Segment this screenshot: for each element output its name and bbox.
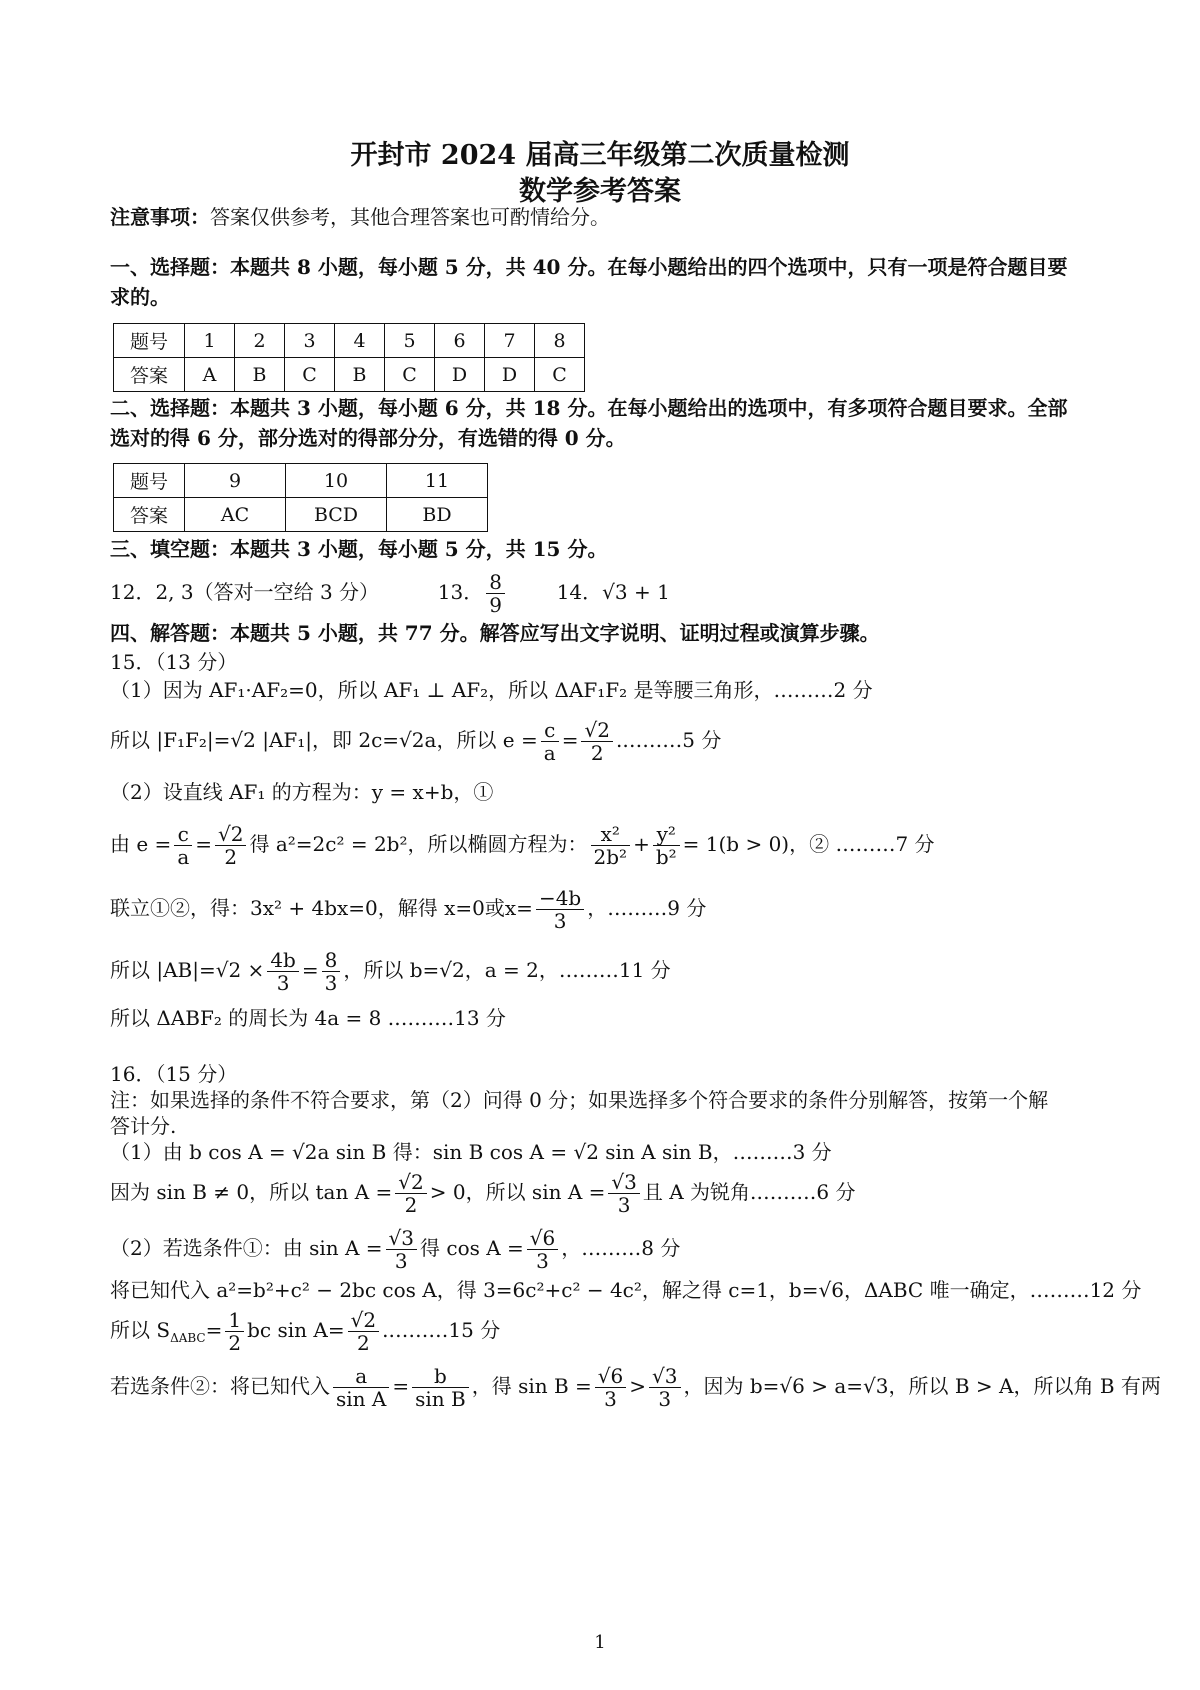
table-cell: 7 xyxy=(485,324,535,358)
page-title: 开封市 2024 届高三年级第二次质量检测 xyxy=(350,140,850,171)
table-cell: 6 xyxy=(435,324,485,358)
table-cell: C xyxy=(385,358,435,392)
table-row xyxy=(114,498,488,532)
q15-line7: 所以 ΔABF₂ 的周长为 4a = 8 .………13 分 xyxy=(110,1006,506,1030)
q15-line5: 联立①②，得：3x² + 4bx=0，解得 x=0或x= $\frac{-4b}{3}$ ，………9 分 xyxy=(110,886,707,933)
q15-line1: （1）因为 AF₁·AF₂=0，所以 AF₁ ⊥ AF₂，所以 ΔAF₁F₂ 是等腰三角形，………2 分 xyxy=(110,678,873,702)
q14-answer: √3 + 1 xyxy=(602,580,670,604)
q16-heading: 16．（15 分） xyxy=(110,1062,238,1086)
section2-heading-line1: 二、选择题：本题共 3 小题，每小题 6 分，共 18 分。在每小题给出的选项中，有多项符合题目要求。全部 xyxy=(110,396,1068,420)
q16-line6: 若选条件②：将已知代入 $\frac{a}{\text{sin A}}$ = $\frac{b}{\text{sin B}}$ ，得 sin B = $\frac{√6}{3}$ > $\frac{√3}{3}$ ，因为 b=√6 > a=√3，所以 B > A，所以角 B 有两 xyxy=(110,1364,1161,1411)
q16-line5: 所以 $S_{\Delta ABC}=$ $\frac{1}{2}$ bc sin A= $\frac{√2}{2}$ .………15 分 xyxy=(110,1308,501,1355)
table-cell: 2 xyxy=(235,324,285,358)
q16-line3: （2）若选条件①：由 sin A = $\frac{√3}{3}$ 得 cos A = $\frac{√6}{3}$ ，………8 分 xyxy=(110,1226,681,1273)
q15-heading: 15．（13 分） xyxy=(110,650,238,674)
q16-line2: 因为 sin B ≠ 0，所以 tan A = $\frac{√2}{2}$ > 0，所以 sin A = $\frac{√3}{3}$ 且 A 为锐角.………6 分 xyxy=(110,1170,856,1217)
table-cell: 1 xyxy=(185,324,235,358)
table-cell: B xyxy=(235,358,285,392)
section1-heading-line2: 求的。 xyxy=(110,285,170,309)
section1-heading-line1: 一、选择题：本题共 8 小题，每小题 5 分，共 40 分。在每小题给出的四个选项中，只有一项是符合题目要 xyxy=(110,255,1068,279)
notice xyxy=(110,203,610,231)
table-cell: 答案 xyxy=(114,498,185,532)
section2-answer-table xyxy=(113,463,488,532)
table-cell: 题号 xyxy=(114,324,185,358)
notice-text: 答案仅供参考，其他合理答案也可酌情给分。 xyxy=(210,205,610,229)
q15-line4: 由 e = $\frac{c}{a}$ = $\frac{√2}{2}$ 得 a²=2c² = 2b²，所以椭圆方程为： $\frac{\text{x²}}{\text{2b²}}$ + $\frac{\text{y²}}{\text{b²}}$ = 1(b > 0)，② ………7 分 xyxy=(110,822,935,869)
table-cell: 11 xyxy=(387,464,488,498)
table-cell: C xyxy=(285,358,335,392)
table-cell: BCD xyxy=(286,498,387,532)
q13-fraction: $\frac{8}{9}$ xyxy=(486,571,505,616)
table-cell: D xyxy=(485,358,535,392)
table-cell: 10 xyxy=(286,464,387,498)
section1-heading xyxy=(110,252,1100,312)
section1-answer-table xyxy=(113,323,585,392)
section2-heading xyxy=(110,393,1100,453)
table-cell: B xyxy=(335,358,385,392)
q16-note-line2: 答计分. xyxy=(110,1114,177,1138)
q15-line3: （2）设直线 AF₁ 的方程为：y = x+b，① xyxy=(110,780,494,804)
section3-heading: 三、填空题：本题共 3 小题，每小题 5 分，共 15 分。 xyxy=(110,537,608,561)
table-cell: 9 xyxy=(185,464,286,498)
q14-label: 14． xyxy=(556,580,603,604)
table-cell: BD xyxy=(387,498,488,532)
table-cell: 8 xyxy=(535,324,585,358)
q16-line4: 将已知代入 a²=b²+c² − 2bc cos A，得 3=6c²+c² − 4c²，解之得 c=1，b=√6，ΔABC 唯一确定，………12 分 xyxy=(110,1278,1142,1302)
table-row xyxy=(114,324,585,358)
table-cell: D xyxy=(435,358,485,392)
section2-heading-line2: 选对的得 6 分，部分选对的得部分分，有选错的得 0 分。 xyxy=(110,426,626,450)
table-cell: 答案 xyxy=(114,358,185,392)
q15-line2: 所以 |F₁F₂|=√2 |AF₁|，即 2c=√2a，所以 e = $\frac{c}{a}$ = $\frac{√2}{2}$ .………5 分 xyxy=(110,718,722,765)
page-subtitle: 数学参考答案 xyxy=(519,176,681,207)
table-cell: AC xyxy=(185,498,286,532)
table-cell: A xyxy=(185,358,235,392)
table-cell: 5 xyxy=(385,324,435,358)
q15-line6: 所以 |AB|=√2 × $\frac{4b}{3}$ = $\frac{8}{3}$ ，所以 b=√2，a = 2，………11 分 xyxy=(110,948,671,995)
section4-heading: 四、解答题：本题共 5 小题，共 77 分。解答应写出文字说明、证明过程或演算步骤。 xyxy=(110,621,880,645)
fill-in-answers xyxy=(110,570,670,616)
q16-line1: （1）由 b cos A = √2a sin B 得：sin B cos A = √2 sin A sin B，………3 分 xyxy=(110,1140,832,1164)
table-cell: 4 xyxy=(335,324,385,358)
q16-note-line1: 注：如果选择的条件不符合要求，第（2）问得 0 分；如果选择多个符合要求的条件分别解答，按第一个解 xyxy=(110,1088,1049,1112)
q13-label: 13． xyxy=(437,580,484,604)
table-cell: 题号 xyxy=(114,464,185,498)
q12-answer: 12．2, 3（答对一空给 3 分） xyxy=(110,580,380,604)
table-row xyxy=(114,358,585,392)
table-cell: C xyxy=(535,358,585,392)
page-number: 1 xyxy=(594,1632,606,1653)
notice-label: 注意事项： xyxy=(110,205,210,229)
table-row xyxy=(114,464,488,498)
table-cell: 3 xyxy=(285,324,335,358)
